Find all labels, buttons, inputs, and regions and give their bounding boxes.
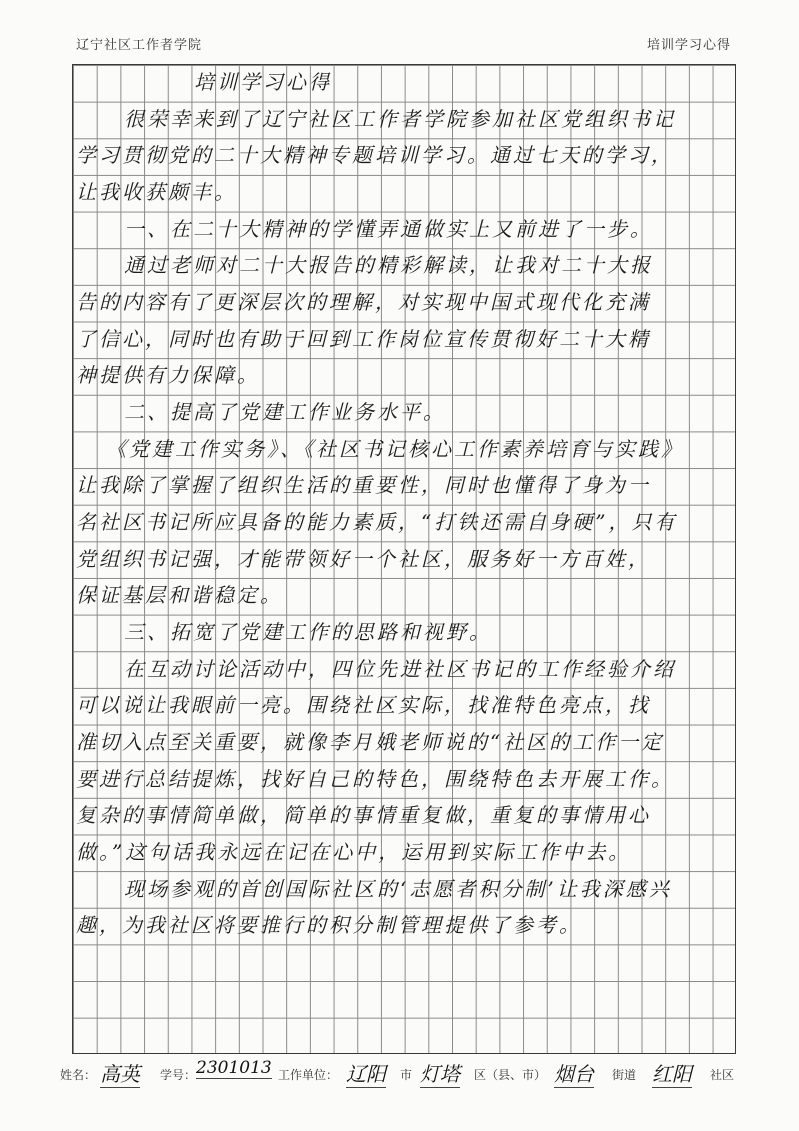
essay-line-14: 保证基层和谐稳定。 bbox=[76, 583, 283, 607]
essay-line-3: 让我收获颇丰。 bbox=[76, 180, 237, 204]
work-label: 工作单位： bbox=[278, 1068, 339, 1082]
section-heading-3: 三、拓宽了党建工作的思路和视野。 bbox=[124, 620, 492, 644]
essay-line-16: 在互动讨论活动中，四位先进社区书记的工作经验介绍 bbox=[124, 657, 676, 681]
community-value: 红阳 bbox=[652, 1058, 692, 1088]
street-value: 烟台 bbox=[554, 1058, 594, 1088]
id-value: 2301013 bbox=[196, 1058, 272, 1078]
essay-line-19: 要进行总结提炼，找好自己的特色，围绕特色去开展工作。 bbox=[76, 767, 674, 791]
essay-line-17: 可以说让我眼前一亮。围绕社区实际，找准特色亮点，找 bbox=[76, 693, 651, 717]
community-suffix: 社区 bbox=[710, 1068, 735, 1082]
essay-line-11: 让我除了掌握了组织生活的重要性，同时也懂得了身为一 bbox=[76, 473, 651, 497]
name-value: 高英 bbox=[100, 1058, 140, 1088]
essay-line-1: 很荣幸来到了辽宁社区工作者学院参加社区党组织书记 bbox=[124, 107, 676, 131]
city-suffix: 市 bbox=[400, 1068, 413, 1082]
name-label: 姓名： bbox=[60, 1068, 97, 1082]
header-institution: 辽宁社区工作者学院 bbox=[76, 38, 203, 53]
essay-line-2: 学习贯彻党的二十大精神专题培训学习。通过七天的学习， bbox=[76, 143, 674, 167]
essay-title: 培训学习心得 bbox=[194, 70, 332, 94]
district-suffix: 区（县、市） bbox=[474, 1068, 547, 1082]
id-label: 学号： bbox=[160, 1068, 197, 1082]
footer-info bbox=[60, 1060, 740, 1090]
essay-line-12: 名社区书记所应具备的能力素质，“打铁还需自身硬”，只有 bbox=[76, 510, 678, 534]
section-heading-1: 一、在二十大精神的学懂弄通做实上又前进了一步。 bbox=[124, 217, 653, 241]
header-doc-type: 培训学习心得 bbox=[646, 38, 731, 53]
district-value: 灯塔 bbox=[420, 1058, 460, 1088]
essay-line-5: 通过老师对二十大报告的精彩解读，让我对二十大报 bbox=[124, 253, 653, 277]
essay-line-18: 准切入点至关重要，就像李月娥老师说的“社区的工作一定 bbox=[76, 730, 665, 754]
essay-line-10: 《党建工作实务》、《社区书记核心工作素养培育与实践》 bbox=[106, 437, 684, 461]
essay-line-23: 趣，为我社区将要推行的积分制管理提供了参考。 bbox=[76, 913, 582, 937]
section-heading-2: 二、提高了党建工作业务水平。 bbox=[124, 400, 446, 424]
essay-line-7: 了信心，同时也有助于回到工作岗位宣传贯彻好二十大精 bbox=[76, 327, 651, 351]
essay-line-20: 复杂的事情简单做，简单的事情重复做，重复的事情用心 bbox=[76, 803, 651, 827]
essay-line-6: 告的内容有了更深层次的理解，对实现中国式现代化充满 bbox=[76, 290, 651, 314]
street-suffix: 街道 bbox=[612, 1068, 637, 1082]
essay-line-13: 党组织书记强，才能带领好一个社区，服务好一方百姓， bbox=[76, 547, 651, 571]
essay-line-22: 现场参观的首创国际社区的‘志愿者积分制’让我深感兴 bbox=[124, 877, 672, 901]
city-value: 辽阳 bbox=[346, 1058, 386, 1088]
essay-line-21: 做。”这句话我永远在记在心中，运用到实际工作中去。 bbox=[76, 840, 632, 864]
essay-line-8: 神提供有力保障。 bbox=[76, 363, 260, 387]
